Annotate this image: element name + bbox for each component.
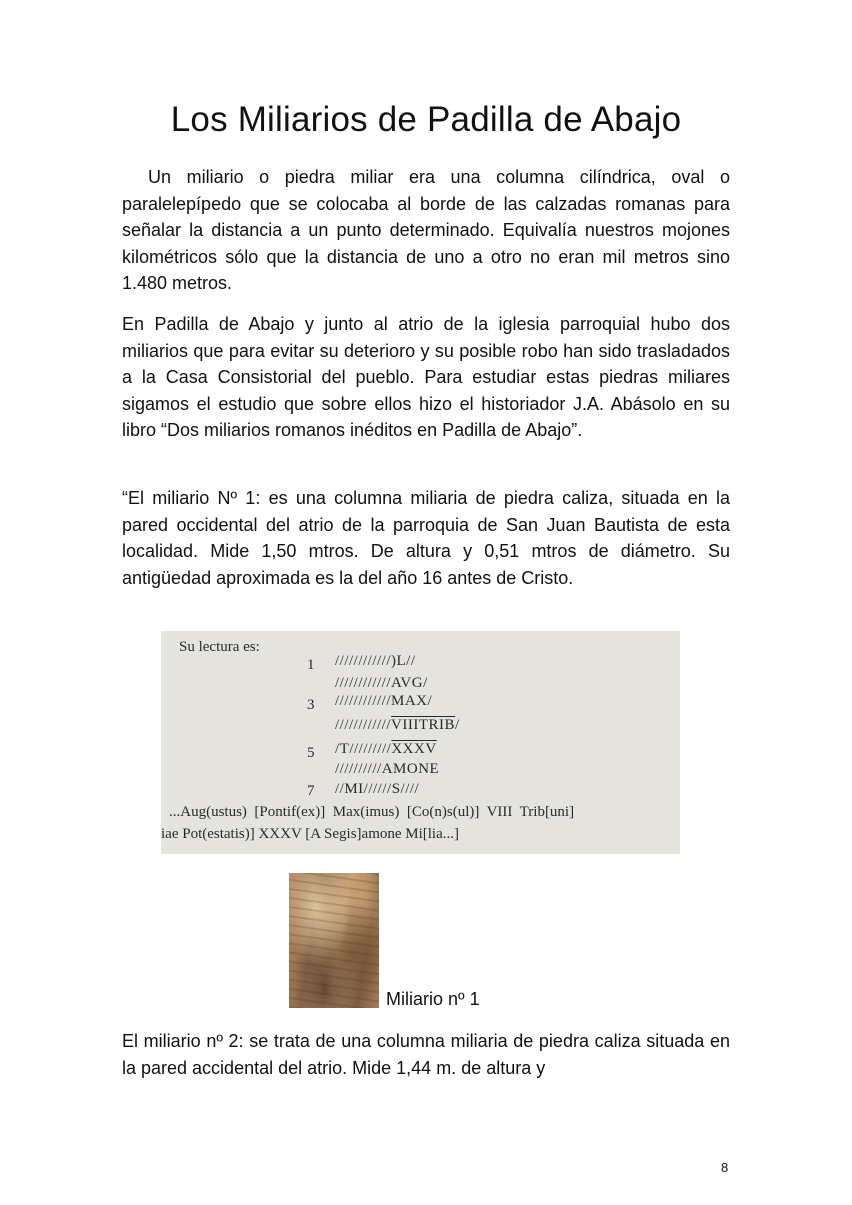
- inscription-translation-line: iae Pot(estatis)] XXXV [A Segis]amone Mi[lia...]: [161, 826, 460, 842]
- inscription-heading: Su lectura es:: [179, 639, 260, 655]
- photo-caption: Miliario nº 1: [386, 989, 480, 1009]
- line-number: 3: [307, 697, 315, 713]
- page-number: 8: [721, 1160, 729, 1175]
- inscription-line: ////////////VIIITRIB/: [335, 717, 460, 733]
- inscription-line: ////////////MAX/: [335, 693, 433, 709]
- paragraph-location: En Padilla de Abajo y junto al atrio de la iglesia parroquial hubo dos miliarios que para evitar su deterioro y su posible robo han sido trasladados a la Casa Consistorial del pueblo. Para estudiar estas piedras miliares sigamos el estudio que sobre ellos hizo el historiador J.A. Abásolo en su libro “Dos miliarios romanos inéditos en Padilla de Abajo”.: [122, 314, 730, 440]
- inscription-line: /T/////////XXXV: [335, 741, 437, 757]
- paragraph-intro: Un miliario o piedra miliar era una columna cilíndrica, oval o paralelepípedo que se colocaba al borde de las calzadas romanas para señalar la distancia a un punto determinado. Equivalía nuestros mojones kilométricos sólo que la distancia de uno a otro no eran mil metros sino 1.480 metros.: [122, 167, 730, 293]
- miliario-photo: [289, 873, 379, 1008]
- paragraph-miliario-2: El miliario nº 2: se trata de una columna miliaria de piedra caliza situada en la pared accidental del atrio. Mide 1,44 m. de altura y: [122, 1031, 730, 1078]
- paragraph-miliario-1: “El miliario Nº 1: es una columna miliaria de piedra caliza, situada en la pared occidental del atrio de la parroquia de San Juan Bautista de esta localidad. Mide 1,50 mtros. De altura y 0,51 mtros de diámetro. Su antigüedad aproximada es la del año 16 antes de Cristo.: [122, 488, 730, 588]
- inscription-translation-line: ...Aug(ustus) [Pontif(ex)] Max(imus) [Co(n)s(ul)] VIII Trib[uni]: [169, 804, 575, 820]
- line-number: 1: [307, 657, 315, 673]
- line-number: 7: [307, 783, 315, 799]
- inscription-line: ////////////AVG/: [335, 675, 428, 691]
- line-number: 5: [307, 745, 315, 761]
- page-title: Los Miliarios de Padilla de Abajo: [170, 100, 682, 139]
- inscription-line: //MI//////S////: [335, 781, 420, 797]
- inscription-reading-image: [161, 631, 680, 854]
- inscription-line: //////////AMONE: [335, 761, 440, 777]
- inscription-line: ////////////)L//: [335, 653, 416, 669]
